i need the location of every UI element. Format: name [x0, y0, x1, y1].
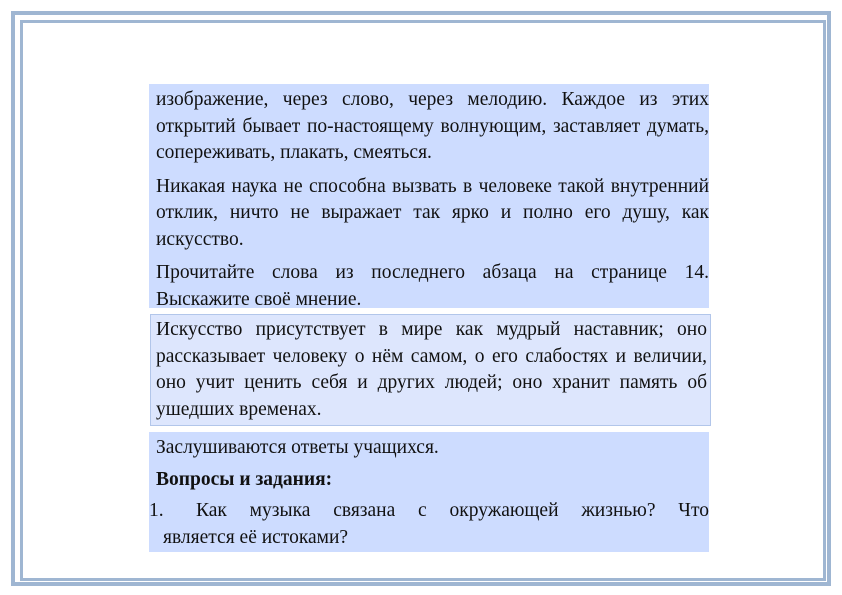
question-text-line1: Как музыка связана с окружающей жизнью? Что	[196, 500, 709, 521]
paragraph-task: Прочитайте слова из последнего абзаца на странице 14. Выскажите своё мнение.	[156, 262, 709, 310]
question-number: 1.	[149, 500, 164, 521]
questions-heading: Вопросы и задания:	[156, 468, 333, 490]
quote-box	[150, 314, 711, 426]
text-block-questions	[149, 432, 709, 552]
question-text-line2: является её истоками?	[163, 526, 349, 548]
note-answers: Заслушиваются ответы учащихся.	[156, 437, 439, 458]
text-block-intro	[149, 84, 709, 308]
question-item-1	[149, 498, 709, 551]
paragraph-science: Никакая наука не способна вызвать в человеке такой внутренний отклик, ничто не выражает так ярко и полно его душу, как искусство.	[156, 175, 709, 250]
quote-text: Искусство присутствует в мире как мудрый наставник; оно рассказывает человеку о нём самом, о его слабостях и величии, оно учит ценить себя и других людей; оно хранит память об ушедших временах.	[156, 319, 707, 420]
paragraph-discoveries: изображение, через слово, через мелодию. Каждое из этих открытий бывает по-настоящему волнующим, заставляет думать, сопереживать, плакать, смеяться.	[156, 89, 709, 163]
